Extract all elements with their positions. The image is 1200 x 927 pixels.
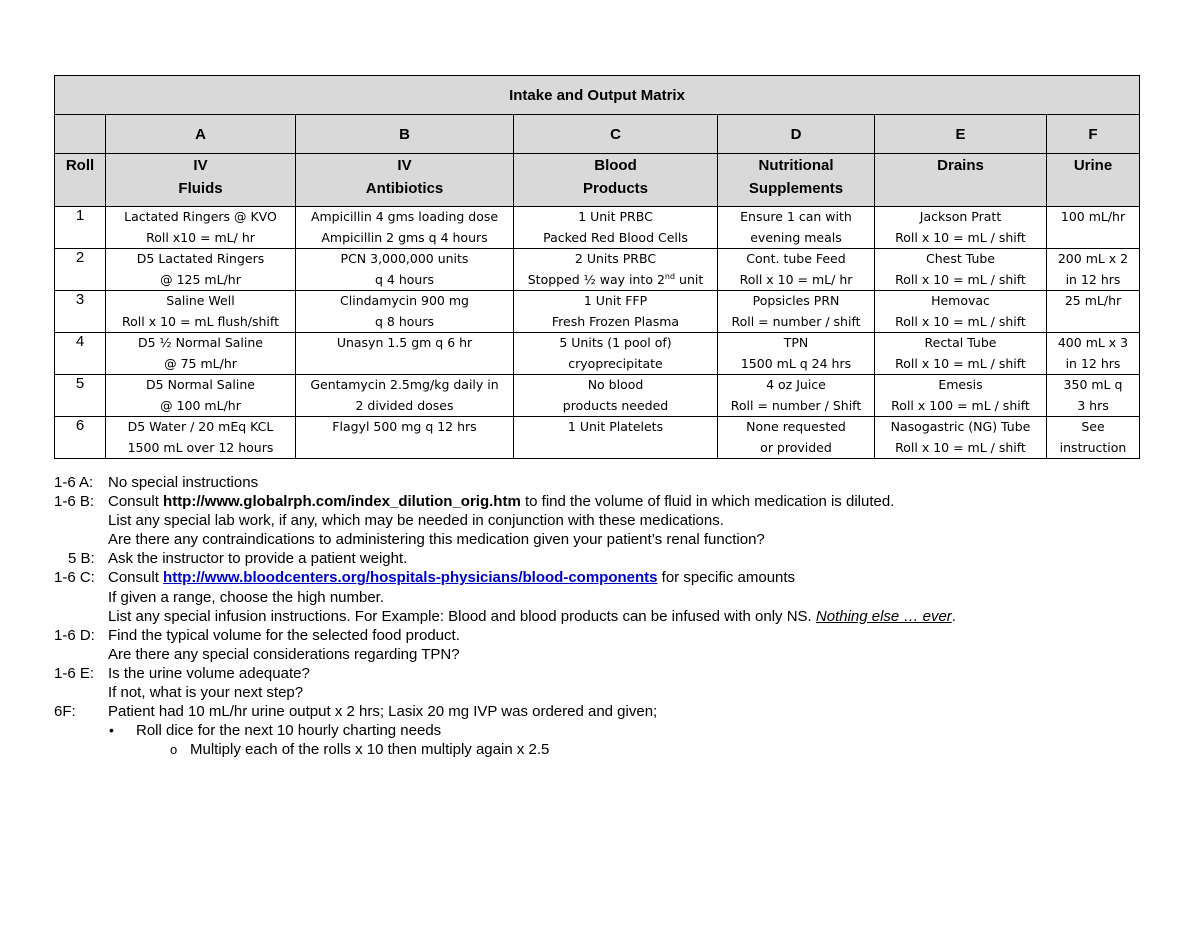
note-text: Consult http://www.globalrph.com/index_dilution_orig.htm to find the volume of fluid in which medication is diluted. bbox=[108, 493, 895, 511]
table-row bbox=[55, 291, 1140, 333]
intake-output-matrix bbox=[54, 75, 1140, 459]
table-row bbox=[55, 333, 1140, 375]
note-line bbox=[54, 645, 1154, 664]
circle-bullet-icon: o bbox=[170, 742, 178, 758]
bullet-icon: • bbox=[109, 722, 114, 739]
note-line bbox=[54, 607, 1154, 626]
note-line bbox=[54, 683, 1154, 702]
note-line bbox=[54, 588, 1154, 607]
table-cell: Saline Well Roll x 10 = mL flush/shift bbox=[106, 291, 296, 333]
note-text: List any special lab work, if any, which may be needed in conjunction with these medications. bbox=[108, 512, 724, 530]
column-header: Blood Products bbox=[514, 154, 718, 207]
table-row bbox=[55, 249, 1140, 291]
note-text: Are there any special considerations regarding TPN? bbox=[108, 645, 460, 663]
note-text: Are there any contraindications to administering this medication given your patient’s renal function? bbox=[108, 531, 765, 549]
note-line bbox=[54, 511, 1154, 530]
matrix-title: Intake and Output Matrix bbox=[55, 76, 1140, 115]
table-cell: 1 Unit Platelets bbox=[514, 417, 718, 459]
table-cell: Chest Tube Roll x 10 = mL / shift bbox=[875, 249, 1047, 291]
table-cell: Emesis Roll x 100 = mL / shift bbox=[875, 375, 1047, 417]
table-cell: Popsicles PRN Roll = number / shift bbox=[718, 291, 875, 333]
table-cell: Jackson Pratt Roll x 10 = mL / shift bbox=[875, 207, 1047, 249]
note-line bbox=[54, 702, 1154, 721]
column-header: IV Antibiotics bbox=[296, 154, 514, 207]
table-cell: Ampicillin 4 gms loading dose Ampicillin 2 gms q 4 hours bbox=[296, 207, 514, 249]
note-text: Ask the instructor to provide a patient weight. bbox=[108, 550, 408, 568]
column-letter: D bbox=[718, 115, 875, 154]
column-header: Nutritional Supplements bbox=[718, 154, 875, 207]
column-letter-row bbox=[55, 115, 1140, 154]
table-cell: 1 Unit PRBC Packed Red Blood Cells bbox=[514, 207, 718, 249]
table-cell: 400 mL x 3 in 12 hrs bbox=[1047, 333, 1140, 375]
note-text: List any special infusion instructions. For Example: Blood and blood products can be infused with only NS. Nothing else … ever. bbox=[108, 607, 956, 625]
table-cell: 4 oz Juice Roll = number / Shift bbox=[718, 375, 875, 417]
roll-number: 1 bbox=[55, 207, 106, 249]
table-cell: Cont. tube Feed Roll x 10 = mL/ hr bbox=[718, 249, 875, 291]
note-text: Consult http://www.bloodcenters.org/hospitals-physicians/blood-components for specific amounts bbox=[108, 569, 796, 587]
table-cell: Clindamycin 900 mg q 8 hours bbox=[296, 291, 514, 333]
roll-number: 4 bbox=[55, 333, 106, 375]
table-row bbox=[55, 375, 1140, 417]
table-cell: Lactated Ringers @ KVO Roll x10 = mL/ hr bbox=[106, 207, 296, 249]
note-line bbox=[54, 473, 1154, 492]
table-cell: See instruction bbox=[1047, 417, 1140, 459]
bloodcenters-link[interactable]: http://www.bloodcenters.org/hospitals-physicians/blood-components bbox=[163, 569, 658, 587]
table-cell: No blood products needed bbox=[514, 375, 718, 417]
table-cell: 100 mL/hr bbox=[1047, 207, 1140, 249]
column-letter: C bbox=[514, 115, 718, 154]
column-letter: F bbox=[1047, 115, 1140, 154]
superscript-nd: nd bbox=[664, 271, 676, 281]
column-letter: A bbox=[106, 115, 296, 154]
note-label: 1-6 A: bbox=[54, 474, 94, 491]
emphasis-text: Nothing else … ever bbox=[815, 607, 952, 625]
note-label: 1-6 B: bbox=[54, 493, 95, 511]
note-label: 1-6 D: bbox=[54, 626, 95, 644]
note-line bbox=[54, 530, 1154, 549]
table-row bbox=[55, 207, 1140, 249]
table-cell: 25 mL/hr bbox=[1047, 291, 1140, 333]
note-text: No special instructions bbox=[108, 474, 259, 491]
table-row bbox=[55, 417, 1140, 459]
table-cell: PCN 3,000,000 units q 4 hours bbox=[296, 249, 514, 291]
note-label: 5 B: bbox=[68, 550, 95, 568]
table-cell: Nasogastric (NG) Tube Roll x 10 = mL / shift bbox=[875, 417, 1047, 459]
sub-bullet-item bbox=[54, 740, 1154, 759]
table-cell: Unasyn 1.5 gm q 6 hr bbox=[296, 333, 514, 375]
globalrph-url: http://www.globalrph.com/index_dilution_orig.htm bbox=[163, 493, 521, 511]
table-cell: Ensure 1 can with evening meals bbox=[718, 207, 875, 249]
column-header: Drains bbox=[875, 154, 1047, 207]
roll-number: 6 bbox=[55, 417, 106, 459]
table-cell: TPN 1500 mL q 24 hrs bbox=[718, 333, 875, 375]
bullet-item bbox=[54, 721, 1154, 740]
blank-corner-cell bbox=[55, 115, 106, 154]
note-text: If given a range, choose the high number. bbox=[108, 588, 385, 606]
note-text: Find the typical volume for the selected food product. bbox=[108, 626, 460, 644]
table-cell: Rectal Tube Roll x 10 = mL / shift bbox=[875, 333, 1047, 375]
roll-number: 2 bbox=[55, 249, 106, 291]
note-text: Multiply each of the rolls x 10 then multiply again x 2.5 bbox=[190, 741, 550, 759]
column-header: IV Fluids bbox=[106, 154, 296, 207]
column-header-row bbox=[55, 154, 1140, 207]
note-line bbox=[54, 549, 1154, 568]
table-cell: Gentamycin 2.5mg/kg daily in 2 divided doses bbox=[296, 375, 514, 417]
note-line bbox=[54, 664, 1154, 683]
table-cell: 2 Units PRBC Stopped ½ way into 2nd unit bbox=[514, 249, 718, 291]
table-cell: D5 Normal Saline @ 100 mL/hr bbox=[106, 375, 296, 417]
note-text: If not, what is your next step? bbox=[108, 684, 304, 702]
instructions-section bbox=[54, 473, 1154, 759]
note-label: 1-6 E: bbox=[54, 664, 95, 682]
roll-number: 5 bbox=[55, 375, 106, 417]
table-cell: Hemovac Roll x 10 = mL / shift bbox=[875, 291, 1047, 333]
table-cell: 200 mL x 2 in 12 hrs bbox=[1047, 249, 1140, 291]
note-line bbox=[54, 626, 1154, 645]
note-text: Patient had 10 mL/hr urine output x 2 hrs; Lasix 20 mg IVP was ordered and given; bbox=[108, 703, 658, 721]
table-cell: 5 Units (1 pool of) cryoprecipitate bbox=[514, 333, 718, 375]
roll-number: 3 bbox=[55, 291, 106, 333]
table-cell: D5 ½ Normal Saline @ 75 mL/hr bbox=[106, 333, 296, 375]
roll-header: Roll bbox=[55, 154, 106, 207]
table-cell: D5 Water / 20 mEq KCL 1500 mL over 12 hours bbox=[106, 417, 296, 459]
table-cell: D5 Lactated Ringers @ 125 mL/hr bbox=[106, 249, 296, 291]
note-label: 6F: bbox=[54, 703, 76, 721]
column-letter: E bbox=[875, 115, 1047, 154]
table-cell: Flagyl 500 mg q 12 hrs bbox=[296, 417, 514, 459]
note-text: Is the urine volume adequate? bbox=[108, 664, 310, 682]
note-line bbox=[54, 492, 1154, 511]
note-text: Roll dice for the next 10 hourly charting needs bbox=[136, 722, 442, 740]
note-line bbox=[54, 568, 1154, 587]
column-letter: B bbox=[296, 115, 514, 154]
table-cell: None requested or provided bbox=[718, 417, 875, 459]
table-cell: 350 mL q 3 hrs bbox=[1047, 375, 1140, 417]
note-label: 1-6 C: bbox=[54, 569, 95, 587]
table-cell: 1 Unit FFP Fresh Frozen Plasma bbox=[514, 291, 718, 333]
column-header: Urine bbox=[1047, 154, 1140, 207]
